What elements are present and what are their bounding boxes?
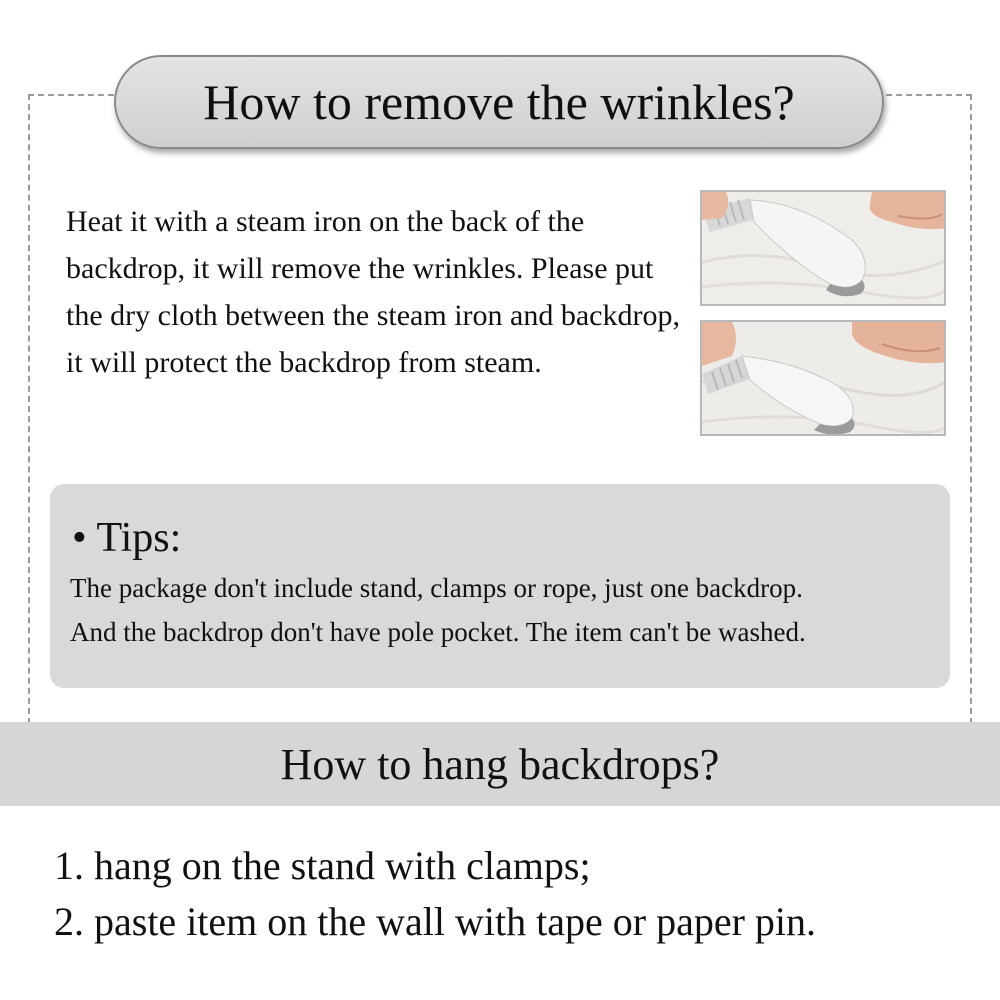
tips-text — [70, 566, 940, 654]
list-item: 2. paste item on the wall with tape or paper pin. — [54, 899, 817, 944]
tips-heading: • Tips: — [72, 515, 182, 561]
page-title: How to remove the wrinkles? — [203, 74, 795, 130]
steam-iron-photo-2 — [700, 320, 946, 436]
steam-iron-photo-icon — [702, 322, 946, 436]
list-item: 1. hang on the stand with clamps; — [54, 843, 591, 888]
steam-iron-photo-1 — [700, 190, 946, 306]
hang-steps-list — [54, 838, 816, 950]
tips-box — [50, 484, 950, 688]
tips-line-2: And the backdrop don't have pole pocket. The item can't be washed. — [70, 617, 806, 647]
hang-section-band — [0, 722, 1000, 806]
instructions-text: Heat it with a steam iron on the back of the backdrop, it will remove the wrinkles. Please put the dry cloth between the steam iron and backdrop, it will protect the backdrop from steam. — [66, 205, 680, 379]
tips-line-1: The package don't include stand, clamps or rope, just one backdrop. — [70, 573, 803, 603]
hang-section-title: How to hang backdrops? — [280, 739, 720, 789]
steam-iron-photo-icon — [702, 192, 946, 306]
title-banner — [114, 55, 884, 149]
